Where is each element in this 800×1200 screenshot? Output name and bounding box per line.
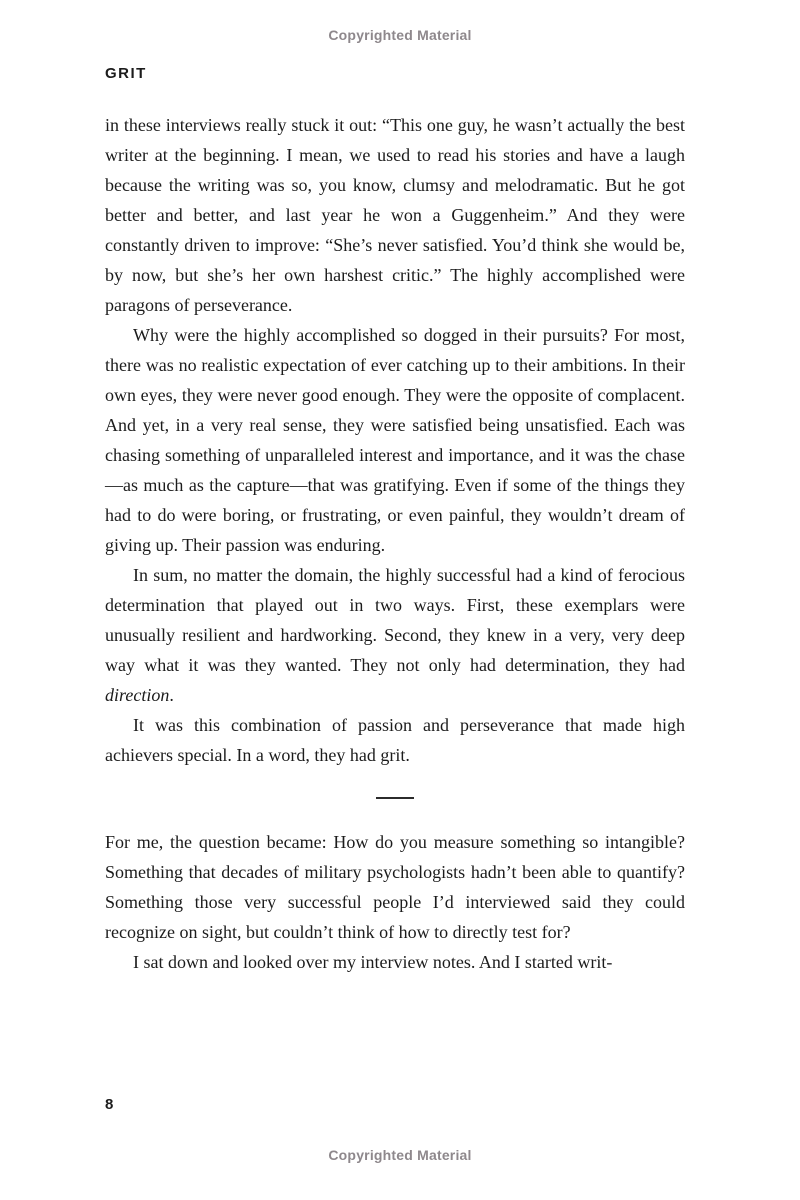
paragraph — [105, 560, 685, 710]
paragraph: I sat down and looked over my interview notes. And I started writ- — [133, 952, 613, 972]
paragraph-text: In sum, no matter the domain, the highly successful had a kind of ferocious determination that played out in two ways. First, these exemplars were unusually resilient and hardworking. Second, they knew in a very, very deep way what it was they wanted. They not only had determination, they had — [105, 565, 685, 675]
paragraph-text: . — [169, 685, 174, 705]
paragraph: in these interviews really stuck it out: “This one guy, he wasn’t actually the best writer at the beginning. I mean, we used to read his stories and have a laugh because the writing was so, you know, clumsy and melodramatic. But he got better and better, and last year he won a Guggenheim.” And they were constantly driven to improve: “She’s never satisfied. You’d think she would be, by now, but she’s her own harshest critic.” The highly accomplished were paragons of perseverance. — [105, 115, 685, 315]
copyright-notice-bottom: Copyrighted Material — [328, 1147, 472, 1163]
section-divider — [376, 797, 414, 799]
italic-word: direction — [105, 685, 170, 705]
running-header: GRIT — [105, 65, 147, 82]
page-content — [105, 110, 685, 977]
page-number: 8 — [105, 1096, 114, 1113]
copyright-notice-top: Copyrighted Material — [328, 27, 472, 43]
paragraph: Why were the highly accomplished so dogged in their pursuits? For most, there was no realistic expectation of ever catching up to their ambitions. In their own eyes, they were never good enough. They were the opposite of complacent. And yet, in a very real sense, they were satisfied being unsatisfied. Each was chasing something of unparalleled interest and importance, and it was the chase—as much as the capture—that was gratifying. Even if some of the things they had to do were boring, or frustrating, or even painful, they wouldn’t dream of giving up. Their passion was enduring. — [105, 325, 685, 555]
paragraph: It was this combination of passion and perseverance that made high achievers special. In a word, they had grit. — [105, 715, 685, 765]
paragraph: For me, the question became: How do you measure something so intangible? Something that decades of military psychologists hadn’t been able to quantify? Something those very successful people I’d interviewed said they could recognize on sight, but couldn’t think of how to directly test for? — [105, 832, 685, 942]
